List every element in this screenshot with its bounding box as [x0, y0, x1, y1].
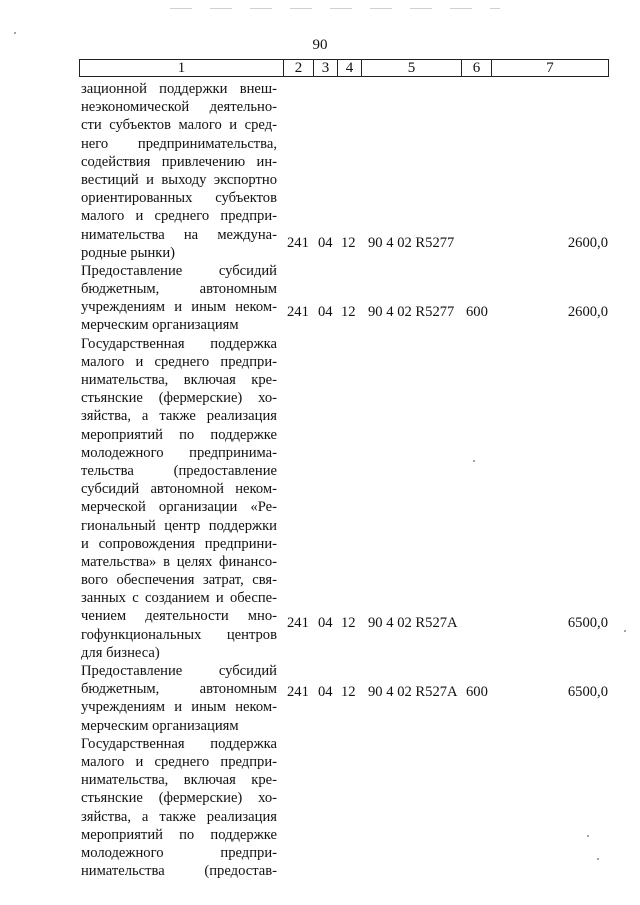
- text-line: нимательства на междуна-: [81, 226, 277, 243]
- header-col-2: 2: [283, 60, 313, 76]
- row-code-6: 600: [466, 304, 488, 320]
- text-line: малого и среднего предпри-: [81, 753, 277, 770]
- row-code-3: 04: [318, 684, 333, 700]
- text-line: мерческим организациям: [81, 317, 239, 334]
- row-code-2: 241: [287, 304, 309, 320]
- row-code-2: 241: [287, 615, 309, 631]
- text-line: учреждениям и иным неком-: [81, 299, 277, 316]
- text-line: вого обеспечения затрат, свя-: [81, 572, 277, 589]
- header-col-3: 3: [313, 60, 337, 76]
- text-line: зационной поддержки внеш-: [81, 81, 277, 97]
- text-line: него предпринимательства,: [81, 135, 277, 152]
- text-line: сти субъектов малого и сред-: [81, 117, 277, 134]
- scan-speck: [624, 630, 626, 632]
- row-code-2: 241: [287, 684, 309, 700]
- table-row: [0, 614, 640, 632]
- text-line: бюджетным, автономным: [81, 281, 277, 298]
- row-code-5: 90 4 02 R527A: [368, 615, 458, 631]
- table-row: [0, 303, 640, 321]
- text-line: Государственная поддержка: [81, 335, 277, 352]
- text-line: нимательства, включая кре-: [81, 772, 277, 789]
- row-code-5: 90 4 02 R5277: [368, 304, 455, 320]
- text-line: гофункциональных центров: [81, 626, 277, 643]
- text-line: молодежного предпринима-: [81, 444, 277, 461]
- text-line: мероприятий по поддержке: [81, 426, 277, 443]
- text-line: чением деятельности мно-: [81, 608, 277, 625]
- row-code-4: 12: [341, 684, 356, 700]
- table-header: [79, 59, 609, 77]
- text-line: зяйства, а также реализация: [81, 408, 277, 425]
- text-line: гиональный центр поддержки: [81, 517, 277, 534]
- table-row: [0, 683, 640, 701]
- text-line: мательства» в целях финансо-: [81, 553, 277, 570]
- text-line: нимательства, включая кре-: [81, 372, 277, 388]
- text-line: тельства (предоставление: [81, 462, 277, 479]
- text-line: мерческим организациям: [81, 717, 239, 734]
- row-code-5: 90 4 02 R5277: [368, 235, 455, 251]
- row-code-4: 12: [341, 615, 356, 631]
- scan-speck: [597, 858, 599, 860]
- text-line: Государственная поддержка: [81, 735, 277, 752]
- row-code-3: 04: [318, 615, 333, 631]
- scan-artifact: [170, 8, 500, 9]
- row-code-3: 04: [318, 304, 333, 320]
- text-line: малого и среднего предпри-: [81, 208, 277, 225]
- text-line: Предоставление субсидий: [81, 262, 277, 279]
- text-line: Предоставление субсидий: [81, 663, 277, 679]
- table-row: [0, 234, 640, 252]
- scan-speck: [473, 460, 475, 462]
- text-line: ориентированных субъектов: [81, 190, 277, 207]
- text-line: учреждениям и иным неком-: [81, 699, 277, 716]
- text-line: и сопровождения предприни-: [81, 535, 277, 552]
- text-line: мероприятий по поддержке: [81, 826, 277, 843]
- row-code-6: 600: [466, 684, 488, 700]
- text-line: стьянские (фермерские) хо-: [81, 390, 277, 407]
- header-col-4: 4: [337, 60, 361, 76]
- text-line: малого и среднего предпри-: [81, 353, 277, 370]
- row-code-3: 04: [318, 235, 333, 251]
- row-amount: 2600,0: [567, 235, 608, 251]
- text-line: зяйства, а также реализация: [81, 808, 277, 825]
- text-line: вестиций и выходу экспортно: [81, 171, 277, 188]
- row-code-2: 241: [287, 235, 309, 251]
- text-line: занных с созданием и обеспе-: [81, 590, 277, 607]
- header-col-1: 1: [177, 60, 186, 76]
- row-amount: 6500,0: [567, 684, 608, 700]
- text-line: мерческой организации «Ре-: [81, 499, 277, 516]
- text-line: бюджетным, автономным: [81, 681, 277, 698]
- row-code-4: 12: [341, 235, 356, 251]
- row-amount: 2600,0: [567, 304, 608, 320]
- text-line: нимательства (предостав-: [81, 863, 277, 880]
- text-line: для бизнеса): [81, 644, 160, 661]
- row-code-5: 90 4 02 R527A: [368, 684, 458, 700]
- text-line: стьянские (фермерские) хо-: [81, 790, 277, 807]
- text-line: молодежного предпри-: [81, 844, 277, 861]
- scan-speck: [14, 32, 16, 34]
- header-col-7: 7: [491, 60, 608, 76]
- text-line: родные рынки): [81, 244, 176, 261]
- scan-speck: [587, 835, 589, 837]
- text-line: субсидий автономной неком-: [81, 481, 277, 498]
- text-line: содействия привлечению ин-: [81, 153, 277, 170]
- item-descriptions: [81, 80, 277, 880]
- text-line: неэкономической деятельно-: [81, 99, 277, 116]
- page-number: 90: [312, 37, 328, 53]
- row-code-4: 12: [341, 304, 356, 320]
- row-amount: 6500,0: [567, 615, 608, 631]
- header-col-5: 5: [361, 60, 461, 76]
- header-col-6: 6: [461, 60, 491, 76]
